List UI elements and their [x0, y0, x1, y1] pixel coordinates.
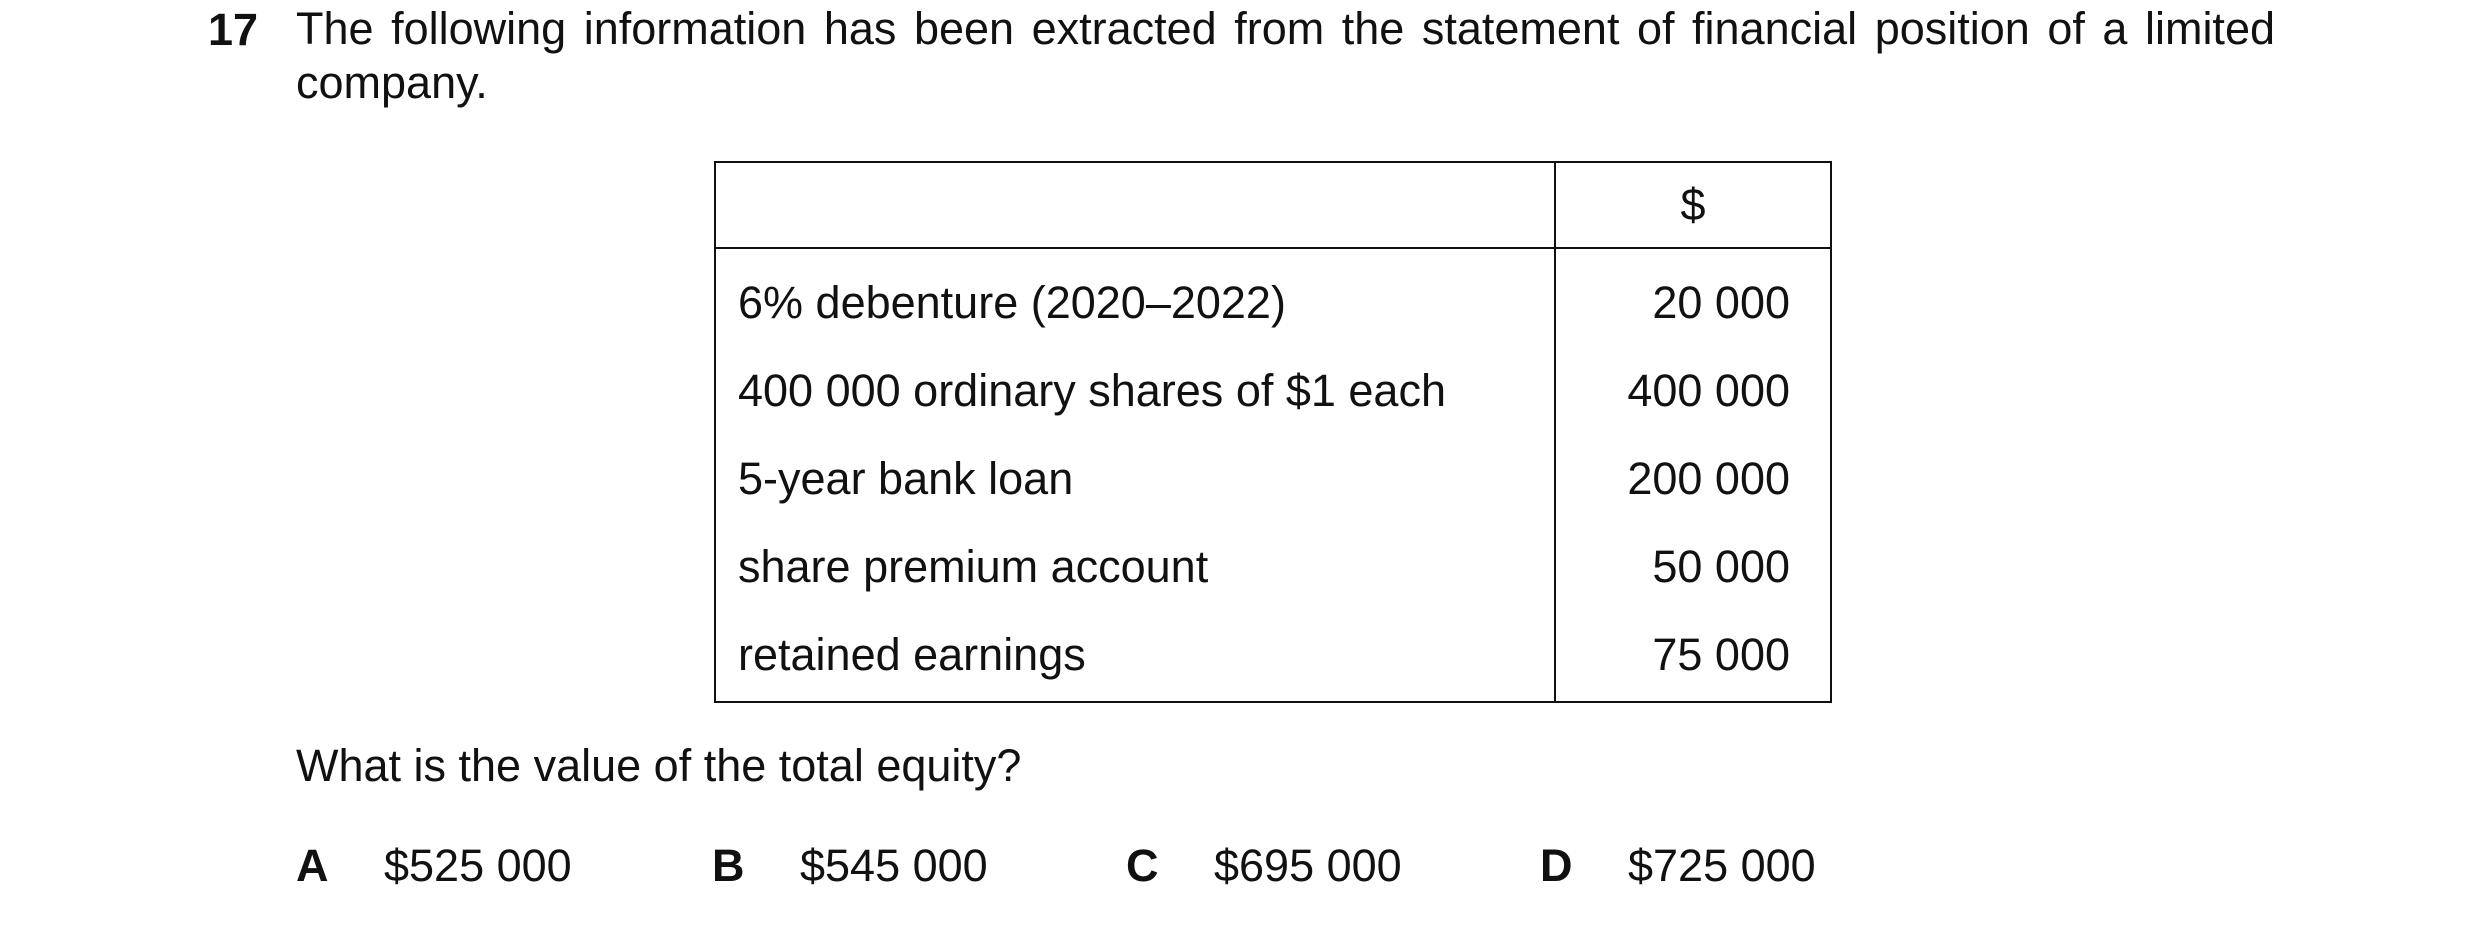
option-a[interactable] [296, 838, 572, 894]
question-stem [296, 2, 2296, 110]
row-amount: 400 000 [1555, 347, 1831, 435]
option-d[interactable] [1540, 838, 1816, 894]
option-letter: D [1540, 840, 1573, 891]
option-b[interactable] [712, 838, 988, 894]
question-stem-line-1: The following information has been extracted from the statement of financial position of a limited [296, 3, 2275, 54]
option-letter: C [1126, 840, 1159, 891]
row-amount: 75 000 [1555, 611, 1831, 702]
question-prompt: What is the value of the total equity? [296, 740, 1022, 791]
option-c[interactable] [1126, 838, 1402, 894]
table-row [715, 347, 1831, 435]
option-letter: B [712, 840, 745, 891]
row-description: 400 000 ordinary shares of $1 each [715, 347, 1555, 435]
header-description-cell [715, 162, 1555, 248]
row-amount: 50 000 [1555, 523, 1831, 611]
table-row [715, 523, 1831, 611]
row-description: 6% debenture (2020–2022) [715, 248, 1555, 347]
question-number: 17 [208, 4, 259, 55]
row-description: 5-year bank loan [715, 435, 1555, 523]
question-stem-line-2: company. [296, 57, 488, 108]
table-header-row [715, 162, 1831, 248]
row-amount: 200 000 [1555, 435, 1831, 523]
header-currency-cell: $ [1555, 162, 1831, 248]
row-amount: 20 000 [1555, 248, 1831, 347]
option-value: $525 000 [384, 840, 572, 891]
financial-position-table [714, 161, 1832, 703]
row-description: retained earnings [715, 611, 1555, 702]
option-letter: A [296, 840, 329, 891]
option-value: $725 000 [1628, 840, 1816, 891]
option-value: $695 000 [1214, 840, 1402, 891]
option-value: $545 000 [800, 840, 988, 891]
table-row [715, 435, 1831, 523]
table-row [715, 248, 1831, 347]
table-row [715, 611, 1831, 702]
row-description: share premium account [715, 523, 1555, 611]
